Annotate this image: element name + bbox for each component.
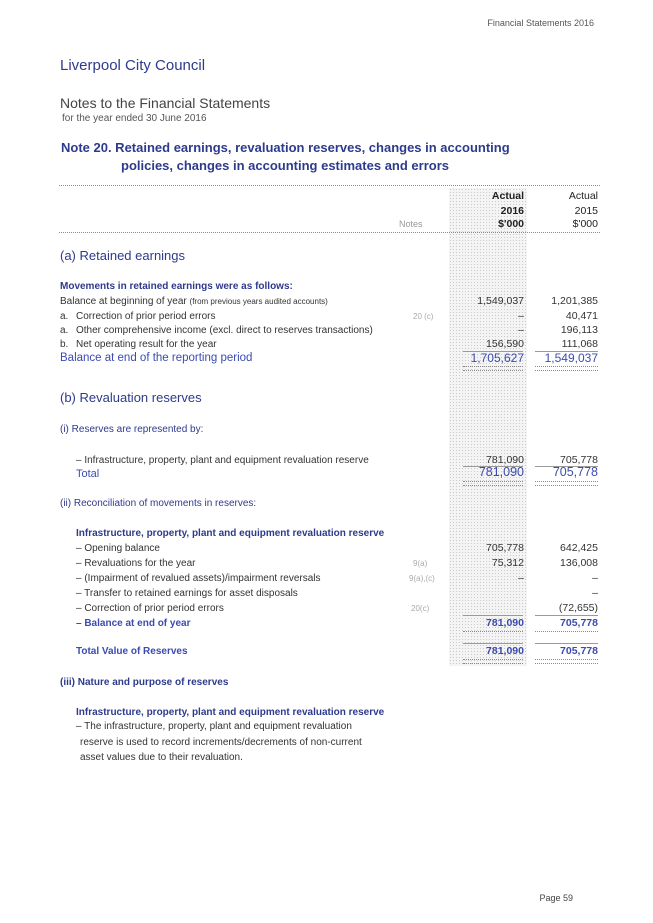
total-value-label: Total Value of Reserves [76, 646, 188, 657]
recon-impairment-note: 9(a),(c) [409, 574, 435, 583]
col-year-2015: 2015 [574, 205, 598, 217]
section-a-subheading: Movements in retained earnings were as follows: [60, 281, 293, 292]
opening-2016: 1,549,037 [477, 295, 524, 307]
recon-correction-2015: (72,655) [558, 602, 598, 614]
recon-closing-rule-2015 [535, 631, 598, 632]
recon-transfer-label: – Transfer to retained earnings for asset disposals [76, 588, 298, 599]
recon-opening-label: – Opening balance [76, 543, 160, 554]
page-number: Page 59 [539, 893, 573, 903]
ippe-reserve-label: – Infrastructure, property, plant and equipment revaluation reserve [76, 455, 369, 466]
oci-label: Other comprehensive income (excl. direct to reserves transactions) [76, 325, 373, 336]
col-unit-2015: $'000 [572, 218, 598, 230]
total-value-double-rule-2015 [535, 659, 598, 664]
header-bottom-rule [59, 232, 600, 233]
recon-heading: Infrastructure, property, plant and equipment revaluation reserve [76, 528, 385, 539]
total-value-top-rule-2016 [463, 643, 523, 644]
recon-closing-label: – Balance at end of year [76, 618, 191, 629]
col-unit-2016: $'000 [498, 218, 524, 230]
section-a-title: (a) Retained earnings [60, 248, 186, 263]
closing-2015: 1,549,037 [544, 351, 598, 365]
recon-closing-2016: 781,090 [486, 617, 524, 629]
recon-impairment-2015: – [592, 572, 598, 584]
note-heading-line1: Note 20. Retained earnings, revaluation reserves, changes in accounting [61, 140, 510, 155]
total-value-2015: 705,778 [560, 645, 598, 657]
recon-correction-label: – Correction of prior period errors [76, 603, 224, 614]
nature-line-1: – The infrastructure, property, plant and equipment revaluation [76, 721, 352, 732]
net-result-prefix: b. [60, 339, 69, 350]
correction-note: 20 (c) [413, 312, 434, 321]
closing-double-rule-2015 [535, 366, 598, 371]
recon-revaluations-2015: 136,008 [560, 557, 598, 569]
reserves-total-2015: 705,778 [552, 465, 598, 479]
notes-title: Notes to the Financial Statements [60, 95, 271, 111]
opening-2015: 1,201,385 [551, 295, 598, 307]
reserves-total-label: Total [76, 468, 100, 480]
total-value-double-rule-2016 [463, 659, 523, 664]
reserves-total-2016: 781,090 [478, 465, 524, 479]
col-notes: Notes [399, 219, 423, 229]
section-b-sub-iii: (iii) Nature and purpose of reserves [60, 677, 229, 688]
period-subtitle: for the year ended 30 June 2016 [62, 113, 207, 124]
recon-correction-note: 20(c) [411, 604, 430, 613]
nature-heading: Infrastructure, property, plant and equipment revaluation reserve [76, 707, 385, 718]
recon-opening-2015: 642,425 [560, 542, 598, 554]
note-heading-line2: policies, changes in accounting estimates and errors [121, 158, 449, 173]
total-value-2016: 781,090 [486, 645, 524, 657]
council-name: Liverpool City Council [60, 57, 206, 74]
col-actual-2015: Actual [568, 190, 598, 202]
section-b-title: (b) Revaluation reserves [60, 390, 202, 405]
total-value-top-rule-2015 [535, 643, 598, 644]
section-b-sub-i: (i) Reserves are represented by: [60, 424, 204, 435]
col-actual-2016: Actual [491, 190, 524, 202]
net-result-label: Net operating result for the year [76, 339, 217, 350]
oci-prefix: a. [60, 325, 69, 336]
reserves-total-double-rule-2015 [535, 481, 598, 486]
closing-2016: 1,705,627 [470, 351, 524, 365]
ippe-reserve-2016: 781,090 [486, 454, 524, 466]
nature-line-3: asset values due to their revaluation. [80, 752, 243, 763]
opening-balance-label: Balance at beginning of year (from previous years audited accounts) [60, 296, 328, 307]
reserves-total-double-rule-2016 [463, 481, 523, 486]
col-year-2016: 2016 [500, 205, 524, 217]
recon-impairment-label: – (Impairment of revalued assets)/impairment reversals [76, 573, 321, 584]
recon-revaluations-2016: 75,312 [491, 557, 524, 569]
correction-2015: 40,471 [565, 310, 598, 322]
oci-2016: – [518, 324, 524, 336]
table-top-rule [59, 185, 600, 186]
recon-rule-2016 [463, 615, 523, 616]
oci-2015: 196,113 [560, 324, 598, 336]
recon-closing-2015: 705,778 [560, 617, 598, 629]
recon-impairment-2016: – [518, 572, 524, 584]
recon-revaluations-label: – Revaluations for the year [76, 558, 196, 569]
correction-label: Correction of prior period errors [76, 311, 216, 322]
recon-closing-rule-2016 [463, 631, 523, 632]
recon-revaluations-note: 9(a) [413, 559, 428, 568]
correction-2016: – [518, 310, 524, 322]
recon-rule-2015 [535, 615, 598, 616]
running-title: Financial Statements 2016 [487, 18, 594, 28]
recon-opening-2016: 705,778 [486, 542, 524, 554]
correction-prefix: a. [60, 311, 69, 322]
ippe-reserve-2015: 705,778 [560, 454, 598, 466]
recon-transfer-2015: – [592, 587, 598, 599]
closing-balance-label: Balance at end of the reporting period [60, 352, 253, 364]
closing-double-rule-2016 [463, 366, 523, 371]
section-b-sub-ii: (ii) Reconciliation of movements in reserves: [60, 498, 257, 509]
net-result-2015: 111,068 [561, 338, 598, 350]
net-result-2016: 156,590 [486, 338, 524, 350]
nature-line-2: reserve is used to record increments/decrements of non-current [80, 737, 362, 748]
